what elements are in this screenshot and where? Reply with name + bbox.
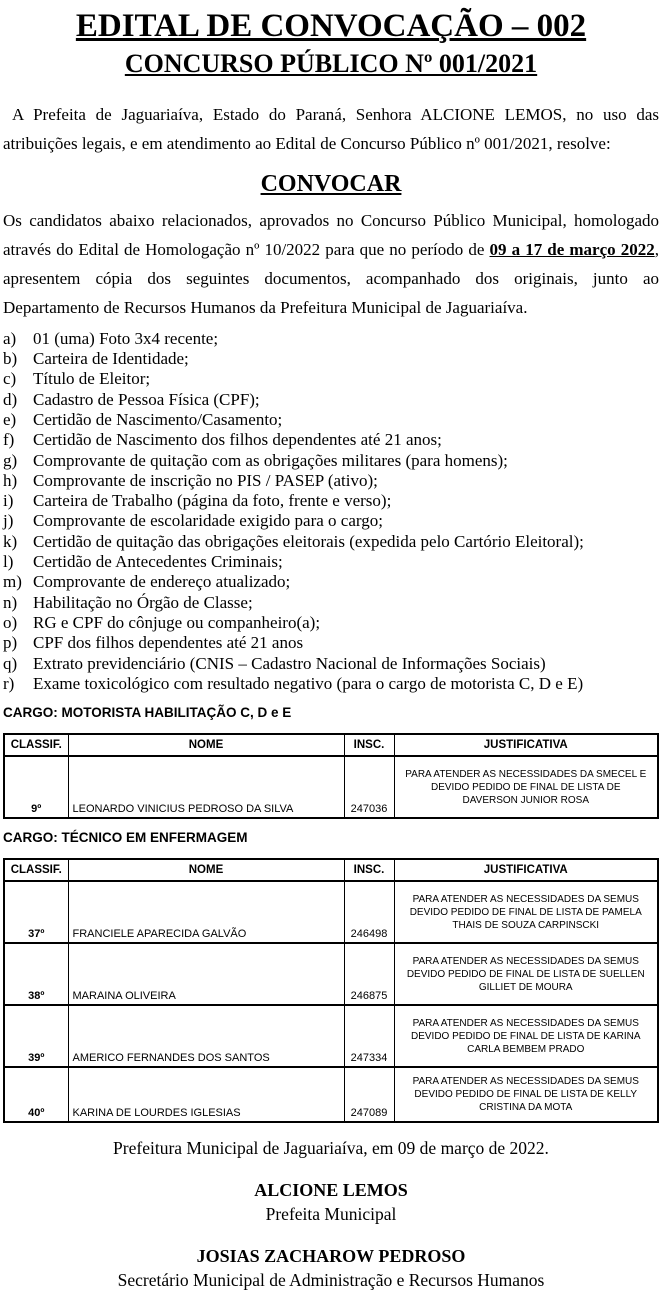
requirement-text: 01 (uma) Foto 3x4 recente; (33, 328, 219, 348)
requirement-item (3, 552, 659, 572)
cargo-heading-tecnico-enfermagem: CARGO: TÉCNICO EM ENFERMAGEM (3, 830, 248, 846)
requirement-text: Carteira de Trabalho (página da foto, frente e verso); (33, 491, 392, 511)
body-paragraph (3, 206, 659, 322)
requirement-text: Carteira de Identidade; (33, 349, 189, 369)
requirement-letter: o) (3, 612, 18, 632)
requirement-text: Certidão de Nascimento dos filhos dependentes até 21 anos; (33, 430, 442, 450)
col-header-nome: NOME (68, 859, 344, 881)
requirement-item (3, 511, 659, 531)
requirement-text: RG e CPF do cônjuge ou companheiro(a); (33, 612, 321, 632)
requirement-item (3, 613, 659, 633)
cell-insc: 246875 (344, 943, 394, 1005)
signature-name-prefeita: ALCIONE LEMOS (254, 1180, 408, 1201)
requirement-letter: j) (3, 511, 14, 531)
document-title: EDITAL DE CONVOCAÇÃO – 002 (75, 8, 587, 44)
requirement-text: Certidão de Antecedentes Criminais; (33, 552, 283, 572)
cell-classif: 40º (4, 1067, 68, 1122)
cell-justificativa: PARA ATENDER AS NECESSIDADES DA SEMUS DEVIDO PEDIDO DE FINAL DE LISTA DE KELLY CRISTINA DA MOTA (394, 1067, 658, 1122)
cell-justificativa: PARA ATENDER AS NECESSIDADES DA SEMUS DEVIDO PEDIDO DE FINAL DE LISTA DE KARINA CARLA BEMBEM PRADO (394, 1005, 658, 1067)
requirement-letter: g) (3, 450, 18, 470)
requirement-letter: i) (3, 491, 14, 511)
cell-classif: 9º (4, 756, 68, 818)
requirement-item (3, 451, 659, 471)
requirement-item (3, 633, 659, 653)
requirement-letter: c) (3, 369, 17, 389)
cell-nome: FRANCIELE APARECIDA GALVÃO (68, 881, 344, 943)
cell-insc: 246498 (344, 881, 394, 943)
body-text-before: Os candidatos abaixo relacionados, aprovados no Concurso Público Municipal, homologado através do Edital de Homologação nº 10/2022 para que no período de (3, 210, 659, 259)
body-date-range: 09 a 17 de março 2022 (489, 239, 655, 259)
cell-nome: KARINA DE LOURDES IGLESIAS (68, 1067, 344, 1122)
cell-nome: AMERICO FERNANDES DOS SANTOS (68, 1005, 344, 1067)
requirement-letter: q) (3, 653, 18, 673)
convocation-table-motorista (3, 733, 659, 819)
requirement-item (3, 532, 659, 552)
convocar-heading: CONVOCAR (260, 170, 402, 197)
requirement-item (3, 572, 659, 592)
requirement-text: Certidão de quitação das obrigações eleitorais (expedida pelo Cartório Eleitoral); (33, 531, 584, 551)
cell-insc: 247089 (344, 1067, 394, 1122)
cell-nome: LEONARDO VINICIUS PEDROSO DA SILVA (68, 756, 344, 818)
requirement-letter: h) (3, 470, 18, 490)
signature-role-secretario: Secretário Municipal de Administração e Recursos Humanos (117, 1269, 545, 1290)
requirement-item (3, 329, 659, 349)
cell-justificativa: PARA ATENDER AS NECESSIDADES DA SMECEL E DEVIDO PEDIDO DE FINAL DE LISTA DE DAVERSON JUNIOR ROSA (394, 756, 658, 818)
requirement-text: CPF dos filhos dependentes até 21 anos (33, 633, 304, 653)
col-header-insc: INSC. (344, 734, 394, 756)
table-row (4, 943, 658, 1005)
cell-classif: 38º (4, 943, 68, 1005)
col-header-classif: CLASSIF. (4, 859, 68, 881)
requirement-letter: l) (3, 552, 14, 572)
requirement-letter: e) (3, 409, 17, 429)
requirement-item (3, 390, 659, 410)
requirement-letter: r) (3, 673, 15, 693)
requirement-letter: p) (3, 633, 18, 653)
requirement-text: Comprovante de endereço atualizado; (33, 572, 291, 592)
cell-nome: MARAINA OLIVEIRA (68, 943, 344, 1005)
cell-classif: 39º (4, 1005, 68, 1067)
col-header-justificativa: JUSTIFICATIVA (394, 859, 658, 881)
requirement-text: Título de Eleitor; (33, 369, 151, 389)
requirement-item (3, 471, 659, 491)
requirement-text: Cadastro de Pessoa Física (CPF); (33, 389, 260, 409)
signature-role-prefeita: Prefeita Municipal (265, 1204, 397, 1225)
signature-name-secretario: JOSIAS ZACHAROW PEDROSO (196, 1246, 466, 1267)
convocation-table-tecnico-enfermagem (3, 858, 659, 1123)
requirement-item (3, 654, 659, 674)
requirement-letter: k) (3, 531, 18, 551)
table-row (4, 1067, 658, 1122)
requirement-text: Extrato previdenciário (CNIS – Cadastro Nacional de Informações Sociais) (33, 653, 546, 673)
document-subtitle: CONCURSO PÚBLICO Nº 001/2021 (124, 49, 538, 79)
col-header-justificativa: JUSTIFICATIVA (394, 734, 658, 756)
requirement-item (3, 674, 659, 694)
col-header-classif: CLASSIF. (4, 734, 68, 756)
cell-classif: 37º (4, 881, 68, 943)
table-header-row (4, 859, 658, 881)
closing-date-line: Prefeitura Municipal de Jaguariaíva, em 09 de março de 2022. (113, 1138, 549, 1159)
cargo-heading-motorista: CARGO: MOTORISTA HABILITAÇÃO C, D e E (3, 705, 292, 721)
intro-paragraph: A Prefeita de Jaguariaíva, Estado do Paraná, Senhora ALCIONE LEMOS, no uso das atribuições legais, e em atendimento ao Edital de Concurso Público nº 001/2021, resolve: (3, 104, 659, 153)
requirement-item (3, 410, 659, 430)
table-row (4, 756, 658, 818)
table-row (4, 1005, 658, 1067)
requirements-list (3, 329, 659, 694)
requirement-item (3, 349, 659, 369)
cell-justificativa: PARA ATENDER AS NECESSIDADES DA SEMUS DEVIDO PEDIDO DE FINAL DE LISTA DE PAMELA THAIS DE SOUZA CARPINSCKI (394, 881, 658, 943)
requirement-letter: a) (3, 328, 17, 348)
requirement-text: Comprovante de inscrição no PIS / PASEP (ativo); (33, 470, 378, 490)
requirement-item (3, 369, 659, 389)
cell-insc: 247036 (344, 756, 394, 818)
requirement-letter: d) (3, 389, 18, 409)
requirement-item (3, 593, 659, 613)
body-text-after: , apresentem cópia dos seguintes documentos, acompanhado dos originais, junto ao Departamento de Recursos Humanos da Prefeitura Municipal de Jaguariaíva. (3, 239, 659, 317)
col-header-insc: INSC. (344, 859, 394, 881)
requirement-letter: b) (3, 349, 18, 369)
requirement-item (3, 430, 659, 450)
requirement-text: Exame toxicológico com resultado negativo (para o cargo de motorista C, D e E) (33, 673, 584, 693)
cell-justificativa: PARA ATENDER AS NECESSIDADES DA SEMUS DEVIDO PEDIDO DE FINAL DE LISTA DE SUELLEN GILLIET DE MOURA (394, 943, 658, 1005)
requirement-text: Habilitação no Órgão de Classe; (33, 592, 253, 612)
requirement-text: Comprovante de quitação com as obrigações militares (para homens); (33, 450, 508, 470)
requirement-text: Comprovante de escolaridade exigido para o cargo; (33, 511, 383, 531)
table-row (4, 881, 658, 943)
requirement-text: Certidão de Nascimento/Casamento; (33, 409, 283, 429)
requirement-item (3, 491, 659, 511)
requirement-letter: m) (3, 572, 22, 592)
table-header-row (4, 734, 658, 756)
cell-insc: 247334 (344, 1005, 394, 1067)
requirement-letter: f) (3, 430, 15, 450)
col-header-nome: NOME (68, 734, 344, 756)
requirement-letter: n) (3, 592, 18, 612)
